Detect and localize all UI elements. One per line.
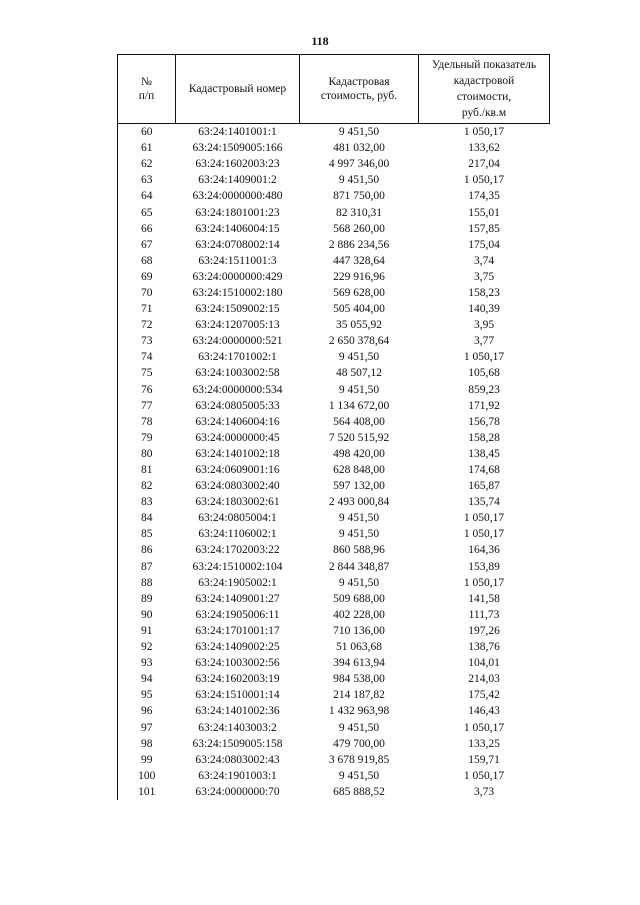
header-cadastral-value-line1: Кадастровая: [328, 76, 390, 88]
cadastral-value-cell: 984 538,00: [333, 673, 385, 686]
cadastral-number-cell: 63:24:1003002:56: [195, 657, 280, 670]
cadastral-number-cell: 63:24:1106002:1: [198, 528, 277, 541]
cadastral-value-cell: 1 134 672,00: [328, 399, 390, 412]
table-body: [118, 124, 550, 800]
cadastral-number-cell: 63:24:0805005:33: [195, 399, 280, 412]
header-cadastral-value: [300, 55, 419, 124]
header-cadastral-value-line2: стоимость, руб.: [320, 90, 398, 102]
specific-value-cell: 158,28: [468, 431, 500, 444]
specific-value-cell: 1 050,17: [463, 576, 505, 589]
cadastral-value-cell: 402 228,00: [333, 608, 385, 621]
table-row: [118, 349, 550, 365]
cadastral-value-cell: 394 613,94: [333, 657, 385, 670]
row-number-cell: 65: [118, 204, 176, 220]
row-number-cell: 66: [118, 221, 176, 237]
specific-value-cell: 3,95: [473, 319, 495, 332]
cadastral-number-cell: 63:24:1602003:19: [195, 673, 280, 686]
table-row: [118, 719, 550, 735]
cadastral-number-cell: 63:24:1602003:23: [195, 158, 280, 171]
cadastral-value-cell: 9 451,50: [338, 351, 380, 364]
cadastral-number-cell: 63:24:1702003:22: [195, 544, 280, 557]
row-number-cell: 74: [118, 349, 176, 365]
row-number-cell: 64: [118, 188, 176, 204]
table-row: [118, 591, 550, 607]
cadastral-number-cell: 63:24:1409001:2: [198, 174, 277, 187]
row-number-cell: 63: [118, 172, 176, 188]
table-row: [118, 317, 550, 333]
specific-value-cell: 1 050,17: [463, 174, 505, 187]
cadastral-value-cell: 4 997 346,00: [328, 158, 390, 171]
table-row: [118, 446, 550, 462]
specific-value-cell: 175,04: [468, 238, 500, 251]
specific-value-cell: 217,04: [468, 158, 500, 171]
cadastral-number-cell: 63:24:0000000:70: [195, 785, 280, 798]
table-row: [118, 478, 550, 494]
table-row: [118, 655, 550, 671]
specific-value-cell: 146,43: [468, 705, 500, 718]
cadastral-value-cell: 1 432 963,98: [328, 705, 390, 718]
row-number-cell: 88: [118, 575, 176, 591]
row-number-cell: 82: [118, 478, 176, 494]
specific-value-cell: 133,25: [468, 737, 500, 750]
table-row: [118, 382, 550, 398]
specific-value-cell: 1 050,17: [463, 351, 505, 364]
specific-value-cell: 135,74: [468, 496, 500, 509]
row-number-cell: 85: [118, 526, 176, 542]
cadastral-value-cell: 9 451,50: [338, 126, 380, 139]
cadastral-number-cell: 63:24:1801001:23: [195, 206, 280, 219]
cadastral-value-cell: 628 848,00: [333, 464, 385, 477]
specific-value-cell: 157,85: [468, 222, 500, 235]
cadastral-number-cell: 63:24:1403003:2: [198, 721, 277, 734]
row-number-cell: 60: [118, 124, 176, 141]
cadastral-number-cell: 63:24:1701001:17: [195, 624, 280, 637]
cadastral-value-cell: 498 420,00: [333, 447, 385, 460]
cadastral-number-cell: 63:24:1509005:158: [192, 737, 283, 750]
page-number: 118: [311, 34, 329, 48]
row-number-cell: 80: [118, 446, 176, 462]
table-row: [118, 623, 550, 639]
cadastral-value-cell: 9 451,50: [338, 512, 380, 525]
cadastral-value-cell: 481 032,00: [333, 142, 385, 155]
specific-value-cell: 175,42: [468, 689, 500, 702]
cadastral-number-cell: 63:24:1803002:61: [195, 496, 280, 509]
row-number-cell: 86: [118, 542, 176, 558]
cadastral-value-cell: 871 750,00: [333, 190, 385, 203]
row-number-cell: 91: [118, 623, 176, 639]
cadastral-value-cell: 505 404,00: [333, 303, 385, 316]
row-number-cell: 81: [118, 462, 176, 478]
table-header-row: [118, 55, 550, 124]
row-number-cell: 87: [118, 559, 176, 575]
table-row: [118, 333, 550, 349]
cadastral-value-cell: 35 055,92: [336, 319, 382, 332]
table-row: [118, 607, 550, 623]
cadastral-value-cell: 447 328,64: [333, 254, 385, 267]
row-number-cell: 95: [118, 687, 176, 703]
specific-value-cell: 1 050,17: [463, 528, 505, 541]
table-row: [118, 703, 550, 719]
specific-value-cell: 3,75: [473, 270, 495, 283]
cadastral-number-cell: 63:24:1510002:180: [192, 286, 283, 299]
table-row: [118, 140, 550, 156]
cadastral-number-cell: 63:24:1401001:1: [198, 126, 277, 139]
row-number-cell: 89: [118, 591, 176, 607]
table-row: [118, 687, 550, 703]
table-row: [118, 365, 550, 381]
row-number-cell: 92: [118, 639, 176, 655]
specific-value-cell: 159,71: [468, 753, 500, 766]
cadastral-value-cell: 2 844 348,87: [328, 560, 390, 573]
cadastral-value-cell: 9 451,50: [338, 528, 380, 541]
row-number-cell: 77: [118, 398, 176, 414]
table-row: [118, 784, 550, 800]
cadastral-number-cell: 63:24:1905002:1: [198, 576, 277, 589]
specific-value-cell: 138,45: [468, 447, 500, 460]
specific-value-cell: 3,74: [473, 254, 495, 267]
header-row-number-line1: №: [141, 76, 152, 88]
specific-value-cell: 141,58: [468, 592, 500, 605]
specific-value-cell: 138,76: [468, 641, 500, 654]
row-number-cell: 70: [118, 285, 176, 301]
table-row: [118, 494, 550, 510]
row-number-cell: 78: [118, 414, 176, 430]
cadastral-number-cell: 63:24:1409001:27: [195, 592, 280, 605]
header-specific-value-line4: руб./кв.м: [461, 107, 507, 119]
row-number-cell: 67: [118, 237, 176, 253]
specific-value-cell: 140,39: [468, 303, 500, 316]
cadastral-value-cell: 82 310,31: [336, 206, 382, 219]
cadastral-number-cell: 63:24:1509005:166: [192, 142, 283, 155]
row-number-cell: 90: [118, 607, 176, 623]
table-row: [118, 221, 550, 237]
cadastral-value-cell: 229 916,96: [333, 270, 385, 283]
cadastral-number-cell: 63:24:1510002:104: [192, 560, 283, 573]
cadastral-value-cell: 597 132,00: [333, 480, 385, 493]
specific-value-cell: 133,62: [468, 142, 500, 155]
cadastral-value-table: [117, 54, 550, 800]
cadastral-number-cell: 63:24:0000000:534: [192, 383, 283, 396]
row-number-cell: 98: [118, 736, 176, 752]
row-number-cell: 99: [118, 752, 176, 768]
row-number-cell: 69: [118, 269, 176, 285]
cadastral-value-cell: 9 451,50: [338, 769, 380, 782]
table-row: [118, 671, 550, 687]
row-number-cell: 97: [118, 719, 176, 735]
header-specific-value-line3: стоимости,: [456, 91, 512, 103]
row-number-cell: 101: [118, 784, 176, 800]
specific-value-cell: 174,68: [468, 464, 500, 477]
cadastral-value-cell: 51 063,68: [336, 641, 382, 654]
header-row-number: [118, 55, 176, 124]
row-number-cell: 68: [118, 253, 176, 269]
cadastral-number-cell: 63:24:1401002:36: [195, 705, 280, 718]
specific-value-cell: 105,68: [468, 367, 500, 380]
cadastral-number-cell: 63:24:0803002:43: [195, 753, 280, 766]
table-row: [118, 559, 550, 575]
specific-value-cell: 1 050,17: [463, 721, 505, 734]
table-row: [118, 285, 550, 301]
cadastral-value-cell: 479 700,00: [333, 737, 385, 750]
table-row: [118, 414, 550, 430]
cadastral-value-cell: 564 408,00: [333, 415, 385, 428]
specific-value-cell: 156,78: [468, 415, 500, 428]
cadastral-value-cell: 9 451,50: [338, 383, 380, 396]
specific-value-cell: 165,87: [468, 480, 500, 493]
specific-value-cell: 111,73: [468, 608, 500, 621]
cadastral-number-cell: 63:24:1905006:11: [195, 608, 280, 621]
table-row: [118, 253, 550, 269]
cadastral-value-cell: 9 451,50: [338, 576, 380, 589]
cadastral-number-cell: 63:24:1401002:18: [195, 447, 280, 460]
table-row: [118, 172, 550, 188]
cadastral-number-cell: 63:24:1406004:16: [195, 415, 280, 428]
table-row: [118, 575, 550, 591]
cadastral-value-cell: 9 451,50: [338, 174, 380, 187]
row-number-cell: 76: [118, 382, 176, 398]
cadastral-number-cell: 63:24:1207005:13: [195, 319, 280, 332]
header-specific-value-line2: кадастровой: [453, 75, 515, 87]
table-row: [118, 398, 550, 414]
specific-value-cell: 174,35: [468, 190, 500, 203]
cadastral-value-cell: 710 136,00: [333, 624, 385, 637]
row-number-cell: 75: [118, 365, 176, 381]
row-number-cell: 72: [118, 317, 176, 333]
table-row: [118, 188, 550, 204]
table-row: [118, 542, 550, 558]
specific-value-cell: 153,89: [468, 560, 500, 573]
specific-value-cell: 1 050,17: [463, 769, 505, 782]
cadastral-number-cell: 63:24:0803002:40: [195, 480, 280, 493]
row-number-cell: 83: [118, 494, 176, 510]
row-number-cell: 73: [118, 333, 176, 349]
cadastral-number-cell: 63:24:0805004:1: [198, 512, 277, 525]
specific-value-cell: 197,26: [468, 624, 500, 637]
cadastral-number-cell: 63:24:1003002:58: [195, 367, 280, 380]
specific-value-cell: 164,36: [468, 544, 500, 557]
table-row: [118, 510, 550, 526]
cadastral-value-cell: 860 588,96: [333, 544, 385, 557]
specific-value-cell: 1 050,17: [463, 126, 505, 139]
table-row: [118, 736, 550, 752]
table-row: [118, 768, 550, 784]
specific-value-cell: 1 050,17: [463, 512, 505, 525]
header-specific-value: [419, 55, 550, 124]
cadastral-number-cell: 63:24:1701002:1: [198, 351, 277, 364]
row-number-cell: 62: [118, 156, 176, 172]
cadastral-number-cell: 63:24:1409002:25: [195, 641, 280, 654]
row-number-cell: 100: [118, 768, 176, 784]
cadastral-value-cell: 568 260,00: [333, 222, 385, 235]
row-number-cell: 61: [118, 140, 176, 156]
row-number-cell: 96: [118, 703, 176, 719]
specific-value-cell: 155,01: [468, 206, 500, 219]
table-row: [118, 639, 550, 655]
row-number-cell: 84: [118, 510, 176, 526]
header-cadastral-number-label: Кадастровый номер: [188, 83, 287, 95]
table-row: [118, 430, 550, 446]
header-row-number-line2: п/п: [138, 90, 155, 102]
cadastral-number-cell: 63:24:0000000:521: [192, 335, 283, 348]
cadastral-value-cell: 685 888,52: [333, 785, 385, 798]
cadastral-number-cell: 63:24:0000000:45: [195, 431, 280, 444]
cadastral-value-cell: 9 451,50: [338, 721, 380, 734]
cadastral-value-cell: 569 628,00: [333, 286, 385, 299]
cadastral-number-cell: 63:24:1510001:14: [195, 689, 280, 702]
row-number-cell: 71: [118, 301, 176, 317]
specific-value-cell: 214,03: [468, 673, 500, 686]
table-row: [118, 462, 550, 478]
specific-value-cell: 859,23: [468, 383, 500, 396]
header-specific-value-line1: Удельный показатель: [431, 59, 537, 71]
row-number-cell: 79: [118, 430, 176, 446]
cadastral-number-cell: 63:24:0000000:429: [192, 270, 283, 283]
table-row: [118, 752, 550, 768]
cadastral-value-cell: 509 688,00: [333, 592, 385, 605]
cadastral-number-cell: 63:24:1901003:1: [198, 769, 277, 782]
cadastral-number-cell: 63:24:1509002:15: [195, 303, 280, 316]
cadastral-number-cell: 63:24:0000000:480: [192, 190, 283, 203]
specific-value-cell: 3,73: [473, 785, 495, 798]
specific-value-cell: 171,92: [468, 399, 500, 412]
cadastral-number-cell: 63:24:1406004:15: [195, 222, 280, 235]
cadastral-value-cell: 2 650 378,64: [328, 335, 390, 348]
cadastral-value-cell: 2 886 234,56: [328, 238, 390, 251]
specific-value-cell: 3,77: [473, 335, 495, 348]
specific-value-cell: 158,23: [468, 286, 500, 299]
table-row: [118, 301, 550, 317]
table-row: [118, 204, 550, 220]
row-number-cell: 93: [118, 655, 176, 671]
cadastral-value-cell: 3 678 919,85: [328, 753, 390, 766]
table-row: [118, 269, 550, 285]
row-number-cell: 94: [118, 671, 176, 687]
cadastral-number-cell: 63:24:0609001:16: [195, 464, 280, 477]
specific-value-cell: 104,01: [468, 657, 500, 670]
cadastral-number-cell: 63:24:1511001:3: [198, 254, 277, 267]
cadastral-value-cell: 48 507,12: [336, 367, 382, 380]
cadastral-value-cell: 214 187,82: [333, 689, 385, 702]
cadastral-number-cell: 63:24:0708002:14: [195, 238, 280, 251]
table-row: [118, 156, 550, 172]
table-row: [118, 526, 550, 542]
cadastral-value-cell: 7 520 515,92: [328, 431, 390, 444]
header-cadastral-number: [176, 55, 300, 124]
table-row: [118, 124, 550, 141]
table-row: [118, 237, 550, 253]
cadastral-value-cell: 2 493 000,84: [328, 496, 390, 509]
